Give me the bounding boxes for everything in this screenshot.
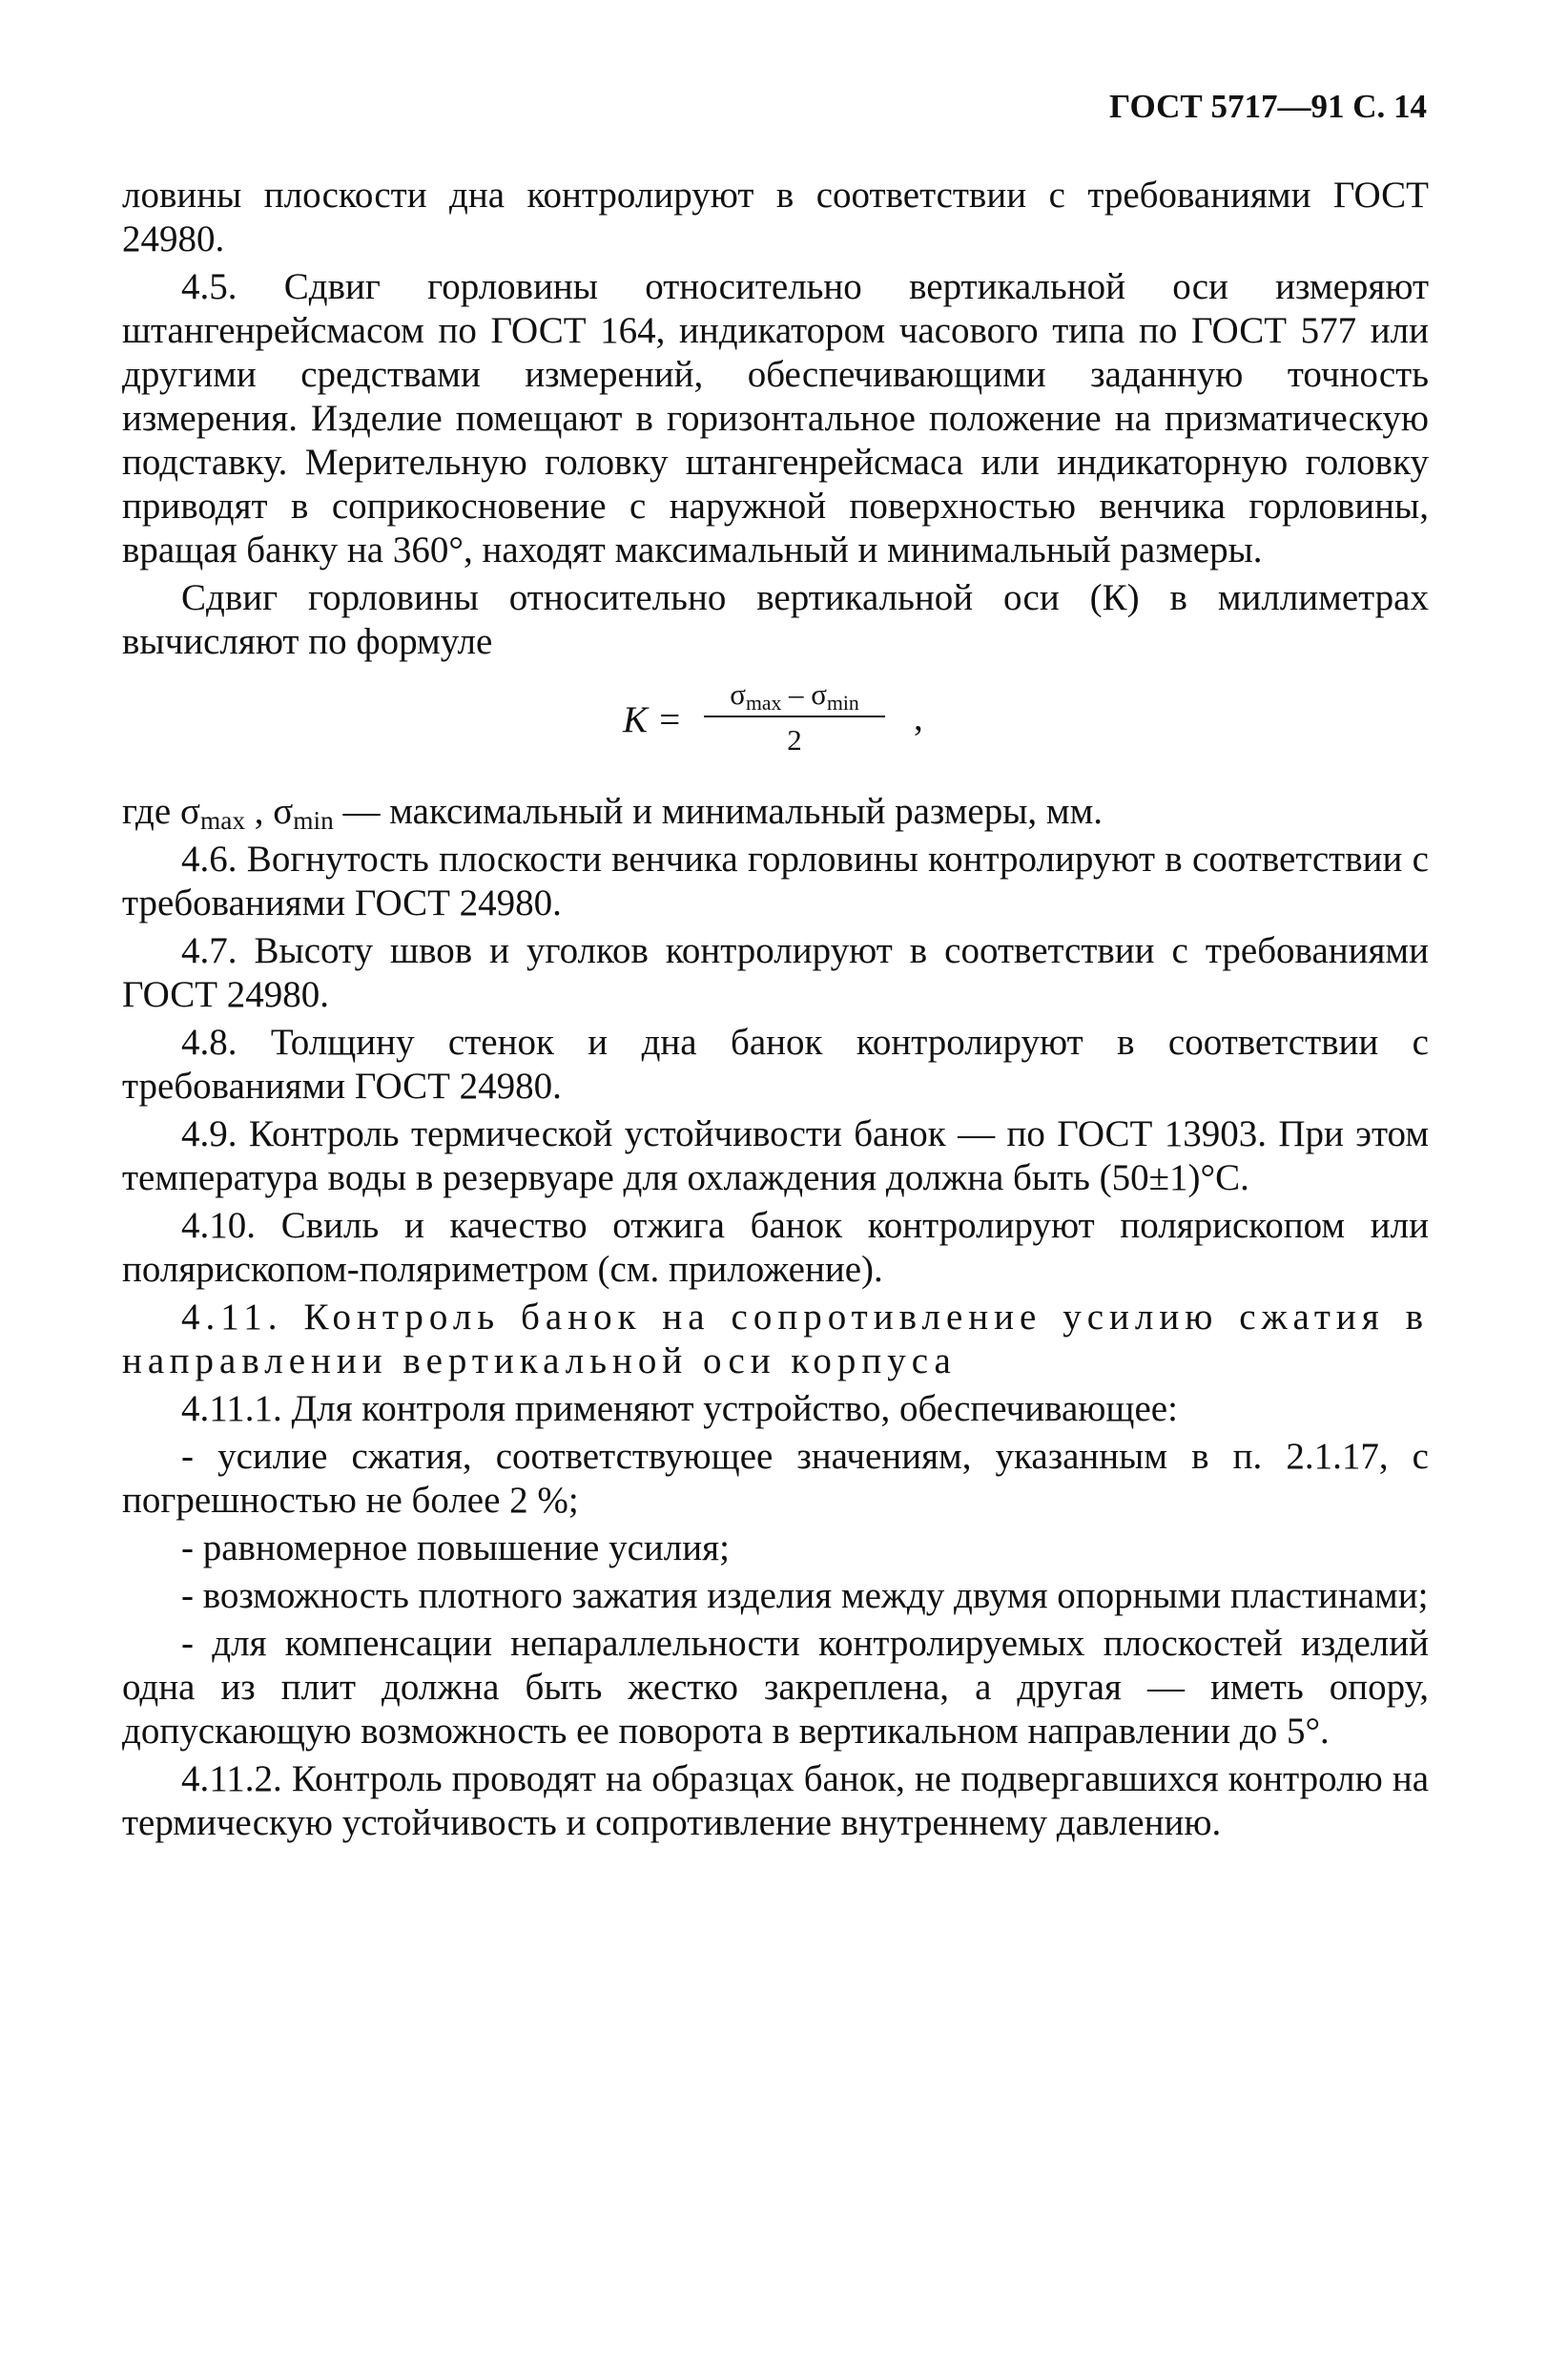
paragraph-4-11-1: 4.11.1. Для контроля применяют устройство, обеспечивающее: <box>181 1388 1178 1429</box>
sigma-symbol: σ <box>811 677 828 711</box>
formula-comma: , <box>914 697 923 738</box>
formula-k <box>122 670 1429 782</box>
paragraph-where <box>122 790 1429 834</box>
where-separator: , <box>245 791 274 832</box>
page-header: ГОСТ 5717—91 С. 14 <box>1109 88 1427 125</box>
paragraph-4-11-heading: 4.11. Контроль банок на сопротивление усилию сжатия в направлении вертикальной оси корпуса <box>122 1297 1429 1381</box>
minus-sign: – <box>781 677 812 711</box>
formula-lhs: K = <box>623 699 683 740</box>
paragraph-4-5: 4.5. Сдвиг горловины относительно вертикальной оси измеряют штангенрейсмасом по ГОСТ 164, индикатором часового типа по ГОСТ 577 или другими средствами измерений, обеспечивающими заданную точность измерения. Изделие помещают в горизонтальное положение на призматическую подставку. Мерительную головку штангенрейсмаса или индикаторную головку приводят в соприкосновение с наружной поверхностью венчика горловины, вращая банку на 360°, находят максимальный и минимальный размеры. <box>122 266 1429 571</box>
list-item: - равномерное повышение усилия; <box>181 1527 730 1568</box>
subscript-max: max <box>200 806 245 835</box>
paragraph-4-11-2: 4.11.2. Контроль проводят на образцах банок, не подвергавшихся контролю на термическую устойчивость и сопротивление внутреннему давлению. <box>122 1758 1429 1843</box>
sigma-symbol: σ <box>730 677 746 711</box>
where-text: — максимальный и минимальный размеры, мм. <box>333 791 1104 832</box>
paragraph-continuation: ловины плоскости дна контролируют в соответствии с требованиями ГОСТ 24980. <box>122 175 1429 259</box>
paragraph-4-8: 4.8. Толщину стенок и дна банок контролируют в соответствии с требованиями ГОСТ 24980. <box>122 1022 1429 1107</box>
where-lead: где <box>122 791 180 832</box>
subscript-max: max <box>745 692 782 715</box>
formula-numerator <box>704 675 885 717</box>
list-item: - усилие сжатия, соответствующее значениям, указанным в п. 2.1.17, с погрешностью не более 2 %; <box>122 1436 1429 1521</box>
paragraph-4-6: 4.6. Вогнутость плоскости венчика горловины контролируют в соответствии с требованиями ГОСТ 24980. <box>122 839 1429 924</box>
list-item: - для компенсации непараллельности контролируемых плоскостей изделий одна из плит должна быть жестко закреплена, а другая — иметь опору, допускающую возможность ее поворота в вертикальном направлении до 5°. <box>122 1623 1429 1752</box>
subscript-min: min <box>827 692 859 715</box>
formula-denominator: 2 <box>787 723 802 757</box>
sigma-symbol: σ <box>179 791 200 832</box>
paragraph-4-9: 4.9. Контроль термической устойчивости банок — по ГОСТ 13903. При этом температура воды в резервуаре для охлаждения должна быть (50±1)°С. <box>122 1113 1429 1198</box>
page-body <box>122 174 1429 1849</box>
subscript-min: min <box>293 806 334 835</box>
sigma-symbol: σ <box>273 791 294 832</box>
paragraph-4-10: 4.10. Свиль и качество отжига банок контролируют полярископом или полярископом-поляриметром (см. приложение). <box>122 1205 1429 1290</box>
list-item: - возможность плотного зажатия изделия между двумя опорными пластинами; <box>181 1575 1429 1616</box>
paragraph-formula-intro: Сдвиг горловины относительно вертикальной оси (К) в миллиметрах вычисляют по формуле <box>122 577 1429 662</box>
paragraph-4-7: 4.7. Высоту швов и уголков контролируют в соответствии с требованиями ГОСТ 24980. <box>122 930 1429 1015</box>
formula-fraction <box>704 675 885 759</box>
